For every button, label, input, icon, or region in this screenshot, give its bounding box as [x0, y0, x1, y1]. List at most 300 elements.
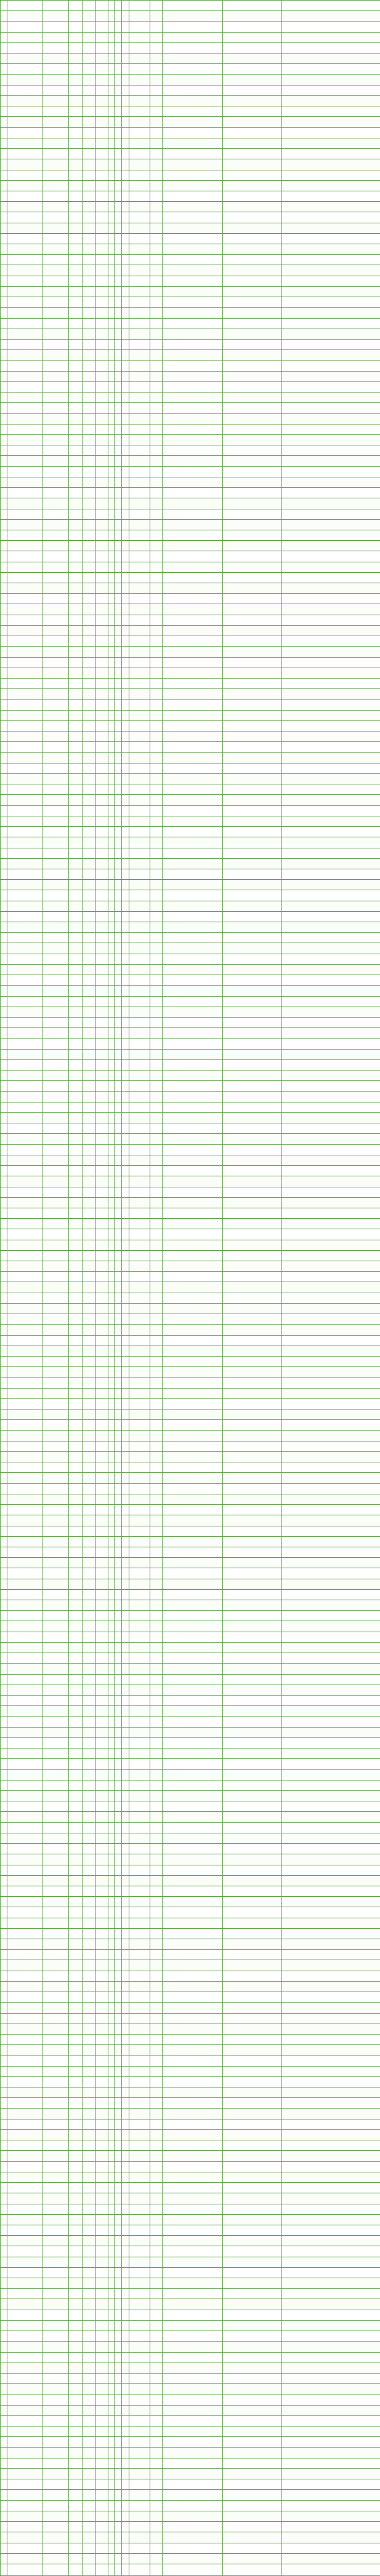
cell-salary: [96, 837, 108, 848]
cell-company: [43, 647, 69, 657]
cell-flag: [122, 2140, 129, 2151]
cell-company: [43, 1674, 69, 1685]
cell-location: [83, 318, 96, 329]
cell-note: [282, 180, 380, 191]
cell-remark: [223, 445, 282, 456]
cell-location: [83, 456, 96, 466]
cell-spec: [150, 1822, 163, 1833]
cell-no: [1, 1950, 7, 1960]
table-row: [1, 625, 380, 636]
cell-remark: [223, 1303, 282, 1314]
cell-category: [69, 1229, 83, 1240]
cell-flag: [122, 1282, 129, 1293]
cell-flag: [122, 1187, 129, 1197]
cell-note: [282, 530, 380, 540]
table-row: [1, 1123, 380, 1134]
cell-flag: [122, 2511, 129, 2521]
cell-category: [69, 1261, 83, 1272]
cell-num1: [108, 2172, 115, 2182]
cell-remark: [223, 434, 282, 445]
cell-category: [69, 2161, 83, 2172]
cell-num1: [108, 1240, 115, 1250]
cell-remark: [223, 42, 282, 53]
cell-num2: [115, 1430, 122, 1441]
cell-spec: [150, 2129, 163, 2140]
cell-remark: [223, 1505, 282, 1515]
cell-no: [1, 2204, 7, 2214]
cell-note: [282, 636, 380, 647]
cell-flag: [122, 2267, 129, 2278]
cell-salary: [96, 2468, 108, 2479]
cell-date: [129, 583, 150, 594]
cell-note: [282, 1897, 380, 1907]
cell-salary: [96, 1388, 108, 1398]
cell-status: [163, 880, 223, 890]
cell-spec: [150, 127, 163, 138]
cell-status: [163, 2405, 223, 2415]
cell-no: [1, 403, 7, 413]
cell-date: [129, 509, 150, 519]
cell-company: [43, 954, 69, 964]
cell-location: [83, 1462, 96, 1473]
cell-no: [1, 1642, 7, 1653]
cell-no: [1, 424, 7, 434]
cell-remark: [223, 2468, 282, 2479]
cell-salary: [96, 106, 108, 117]
cell-no: [1, 350, 7, 361]
table-row: [1, 149, 380, 159]
cell-category: [69, 858, 83, 869]
cell-location: [83, 2395, 96, 2405]
cell-date: [129, 2352, 150, 2363]
cell-name: [7, 1229, 43, 1240]
cell-company: [43, 1091, 69, 1102]
cell-no: [1, 1621, 7, 1632]
cell-no: [1, 890, 7, 901]
cell-num2: [115, 2374, 122, 2384]
cell-num1: [108, 2257, 115, 2267]
cell-status: [163, 2458, 223, 2468]
cell-date: [129, 742, 150, 752]
cell-company: [43, 2426, 69, 2437]
cell-spec: [150, 509, 163, 519]
cell-name: [7, 2479, 43, 2490]
table-row: [1, 1568, 380, 1579]
table-row: [1, 1388, 380, 1398]
cell-location: [83, 1039, 96, 1049]
table-row: [1, 689, 380, 700]
cell-remark: [223, 1865, 282, 1875]
cell-flag: [122, 1388, 129, 1398]
cell-remark: [223, 2257, 282, 2267]
cell-company: [43, 1346, 69, 1356]
cell-location: [83, 2479, 96, 2490]
cell-company: [43, 1769, 69, 1780]
cell-num2: [115, 1367, 122, 1378]
cell-flag: [122, 1960, 129, 1971]
cell-flag: [122, 170, 129, 180]
cell-spec: [150, 42, 163, 53]
cell-num1: [108, 2384, 115, 2395]
table-row: [1, 1971, 380, 1981]
cell-location: [83, 1410, 96, 1420]
cell-name: [7, 562, 43, 572]
cell-status: [163, 1441, 223, 1451]
cell-category: [69, 1018, 83, 1028]
cell-status: [163, 541, 223, 551]
cell-note: [282, 2511, 380, 2521]
cell-company: [43, 1229, 69, 1240]
cell-name: [7, 869, 43, 879]
cell-note: [282, 2172, 380, 2182]
cell-spec: [150, 1071, 163, 1081]
cell-location: [83, 562, 96, 572]
cell-spec: [150, 2024, 163, 2034]
cell-salary: [96, 308, 108, 318]
cell-no: [1, 1632, 7, 1642]
cell-note: [282, 594, 380, 604]
cell-num2: [115, 2532, 122, 2543]
cell-num1: [108, 1166, 115, 1176]
cell-remark: [223, 2543, 282, 2553]
cell-company: [43, 2395, 69, 2405]
cell-salary: [96, 1526, 108, 1536]
cell-location: [83, 2151, 96, 2161]
cell-status: [163, 434, 223, 445]
cell-location: [83, 117, 96, 127]
table-row: [1, 1515, 380, 1526]
cell-note: [282, 1134, 380, 1144]
cell-company: [43, 159, 69, 170]
table-row: [1, 308, 380, 318]
cell-location: [83, 2490, 96, 2500]
cell-category: [69, 350, 83, 361]
table-row: [1, 1303, 380, 1314]
cell-salary: [96, 1685, 108, 1695]
cell-remark: [223, 827, 282, 837]
table-row: [1, 244, 380, 255]
cell-salary: [96, 138, 108, 148]
cell-num1: [108, 64, 115, 74]
cell-num2: [115, 551, 122, 562]
cell-salary: [96, 1749, 108, 1759]
cell-remark: [223, 2024, 282, 2034]
cell-flag: [122, 2098, 129, 2108]
cell-category: [69, 827, 83, 837]
cell-company: [43, 149, 69, 159]
cell-num1: [108, 1325, 115, 1335]
cell-flag: [122, 1632, 129, 1642]
cell-num1: [108, 297, 115, 308]
cell-company: [43, 1112, 69, 1123]
cell-spec: [150, 106, 163, 117]
cell-remark: [223, 2225, 282, 2235]
cell-category: [69, 1123, 83, 1134]
cell-num2: [115, 2384, 122, 2395]
cell-date: [129, 308, 150, 318]
cell-spec: [150, 2490, 163, 2500]
cell-spec: [150, 498, 163, 509]
cell-status: [163, 1219, 223, 1229]
cell-salary: [96, 1155, 108, 1165]
cell-flag: [122, 265, 129, 276]
cell-num2: [115, 2151, 122, 2161]
table-row: [1, 2183, 380, 2193]
cell-num2: [115, 1696, 122, 1706]
cell-remark: [223, 1059, 282, 1070]
cell-company: [43, 1790, 69, 1801]
cell-num1: [108, 117, 115, 127]
cell-note: [282, 2214, 380, 2225]
cell-status: [163, 350, 223, 361]
cell-num1: [108, 1176, 115, 1187]
cell-flag: [122, 594, 129, 604]
cell-company: [43, 604, 69, 615]
cell-name: [7, 1420, 43, 1430]
cell-company: [43, 975, 69, 986]
cell-date: [129, 1515, 150, 1526]
cell-spec: [150, 732, 163, 742]
cell-category: [69, 732, 83, 742]
cell-num2: [115, 127, 122, 138]
cell-no: [1, 541, 7, 551]
cell-num2: [115, 837, 122, 848]
cell-company: [43, 1568, 69, 1579]
cell-name: [7, 1790, 43, 1801]
cell-location: [83, 2426, 96, 2437]
cell-company: [43, 488, 69, 498]
cell-remark: [223, 784, 282, 795]
cell-remark: [223, 1483, 282, 1494]
cell-note: [282, 2543, 380, 2553]
cell-num2: [115, 2278, 122, 2289]
cell-date: [129, 1632, 150, 1642]
cell-num1: [108, 2289, 115, 2299]
cell-num2: [115, 212, 122, 223]
cell-num2: [115, 1346, 122, 1356]
cell-note: [282, 1059, 380, 1070]
cell-salary: [96, 1367, 108, 1378]
cell-num1: [108, 1346, 115, 1356]
table-row: [1, 2108, 380, 2119]
cell-category: [69, 32, 83, 42]
cell-name: [7, 1727, 43, 1737]
cell-flag: [122, 1071, 129, 1081]
table-row: [1, 117, 380, 127]
cell-location: [83, 2088, 96, 2098]
cell-category: [69, 1822, 83, 1833]
cell-num1: [108, 170, 115, 180]
cell-salary: [96, 763, 108, 773]
cell-spec: [150, 1091, 163, 1102]
cell-spec: [150, 890, 163, 901]
cell-status: [163, 720, 223, 731]
cell-date: [129, 710, 150, 720]
table-row: [1, 1992, 380, 2003]
table-row: [1, 350, 380, 361]
cell-name: [7, 1187, 43, 1197]
cell-status: [163, 2437, 223, 2447]
cell-category: [69, 1526, 83, 1536]
table-row: [1, 1790, 380, 1801]
cell-name: [7, 2320, 43, 2331]
cell-flag: [122, 127, 129, 138]
cell-spec: [150, 2553, 163, 2564]
cell-note: [282, 1473, 380, 1483]
table-row: [1, 1918, 380, 1928]
cell-num2: [115, 54, 122, 64]
cell-flag: [122, 858, 129, 869]
cell-note: [282, 456, 380, 466]
cell-location: [83, 2522, 96, 2532]
cell-company: [43, 2193, 69, 2204]
table-row: [1, 636, 380, 647]
cell-company: [43, 1907, 69, 1918]
cell-salary: [96, 657, 108, 668]
cell-date: [129, 2056, 150, 2066]
cell-num1: [108, 477, 115, 487]
cell-salary: [96, 2395, 108, 2405]
cell-category: [69, 434, 83, 445]
cell-num2: [115, 1091, 122, 1102]
cell-category: [69, 54, 83, 64]
cell-date: [129, 1928, 150, 1939]
cell-num1: [108, 149, 115, 159]
cell-note: [282, 1112, 380, 1123]
cell-no: [1, 445, 7, 456]
cell-location: [83, 2405, 96, 2415]
cell-company: [43, 2437, 69, 2447]
cell-company: [43, 106, 69, 117]
cell-spec: [150, 1049, 163, 1059]
cell-status: [163, 393, 223, 403]
cell-flag: [122, 2405, 129, 2415]
cell-salary: [96, 858, 108, 869]
cell-status: [163, 2278, 223, 2289]
cell-flag: [122, 1844, 129, 1854]
cell-status: [163, 732, 223, 742]
cell-category: [69, 1875, 83, 1886]
cell-remark: [223, 2035, 282, 2045]
cell-spec: [150, 2532, 163, 2543]
cell-status: [163, 445, 223, 456]
cell-date: [129, 869, 150, 879]
cell-no: [1, 1780, 7, 1790]
cell-category: [69, 1653, 83, 1664]
cell-category: [69, 1102, 83, 1112]
cell-location: [83, 1875, 96, 1886]
table-row: [1, 1886, 380, 1896]
cell-category: [69, 1219, 83, 1229]
cell-num1: [108, 1981, 115, 1992]
cell-no: [1, 1, 7, 11]
cell-flag: [122, 922, 129, 933]
cell-num2: [115, 413, 122, 424]
cell-category: [69, 1346, 83, 1356]
cell-no: [1, 2468, 7, 2479]
cell-category: [69, 2129, 83, 2140]
table-row: [1, 1357, 380, 1367]
cell-company: [43, 318, 69, 329]
cell-num1: [108, 1208, 115, 1218]
cell-company: [43, 1642, 69, 1653]
cell-location: [83, 1865, 96, 1875]
cell-location: [83, 393, 96, 403]
cell-no: [1, 763, 7, 773]
cell-category: [69, 700, 83, 710]
cell-no: [1, 1367, 7, 1378]
cell-no: [1, 1727, 7, 1737]
cell-name: [7, 1505, 43, 1515]
cell-category: [69, 1091, 83, 1102]
cell-name: [7, 784, 43, 795]
cell-location: [83, 1388, 96, 1398]
cell-num1: [108, 837, 115, 848]
cell-spec: [150, 434, 163, 445]
cell-date: [129, 1123, 150, 1134]
cell-name: [7, 837, 43, 848]
cell-company: [43, 1134, 69, 1144]
cell-flag: [122, 1653, 129, 1664]
table-row: [1, 2236, 380, 2246]
cell-num2: [115, 286, 122, 297]
cell-num1: [108, 2447, 115, 2458]
cell-company: [43, 308, 69, 318]
cell-spec: [150, 371, 163, 381]
cell-no: [1, 413, 7, 424]
cell-no: [1, 2246, 7, 2257]
cell-company: [43, 74, 69, 85]
table-row: [1, 2331, 380, 2342]
cell-flag: [122, 1039, 129, 1049]
cell-company: [43, 54, 69, 64]
cell-num1: [108, 2119, 115, 2129]
cell-note: [282, 848, 380, 858]
cell-remark: [223, 1018, 282, 1028]
cell-category: [69, 773, 83, 784]
cell-status: [163, 1865, 223, 1875]
cell-location: [83, 371, 96, 381]
cell-salary: [96, 551, 108, 562]
table-row: [1, 1451, 380, 1462]
cell-no: [1, 827, 7, 837]
cell-num1: [108, 1155, 115, 1165]
table-row: [1, 2013, 380, 2024]
cell-num1: [108, 2214, 115, 2225]
cell-location: [83, 1696, 96, 1706]
cell-name: [7, 1759, 43, 1769]
cell-location: [83, 64, 96, 74]
cell-num1: [108, 2299, 115, 2310]
cell-spec: [150, 1494, 163, 1504]
cell-num1: [108, 276, 115, 286]
cell-company: [43, 1939, 69, 1950]
cell-no: [1, 2045, 7, 2056]
cell-num1: [108, 1568, 115, 1579]
cell-status: [163, 2214, 223, 2225]
cell-salary: [96, 710, 108, 720]
cell-category: [69, 2278, 83, 2289]
cell-date: [129, 106, 150, 117]
cell-date: [129, 1388, 150, 1398]
cell-no: [1, 1664, 7, 1674]
cell-location: [83, 2447, 96, 2458]
cell-note: [282, 2395, 380, 2405]
cell-name: [7, 1112, 43, 1123]
cell-spec: [150, 1462, 163, 1473]
cell-status: [163, 1642, 223, 1653]
cell-name: [7, 1240, 43, 1250]
